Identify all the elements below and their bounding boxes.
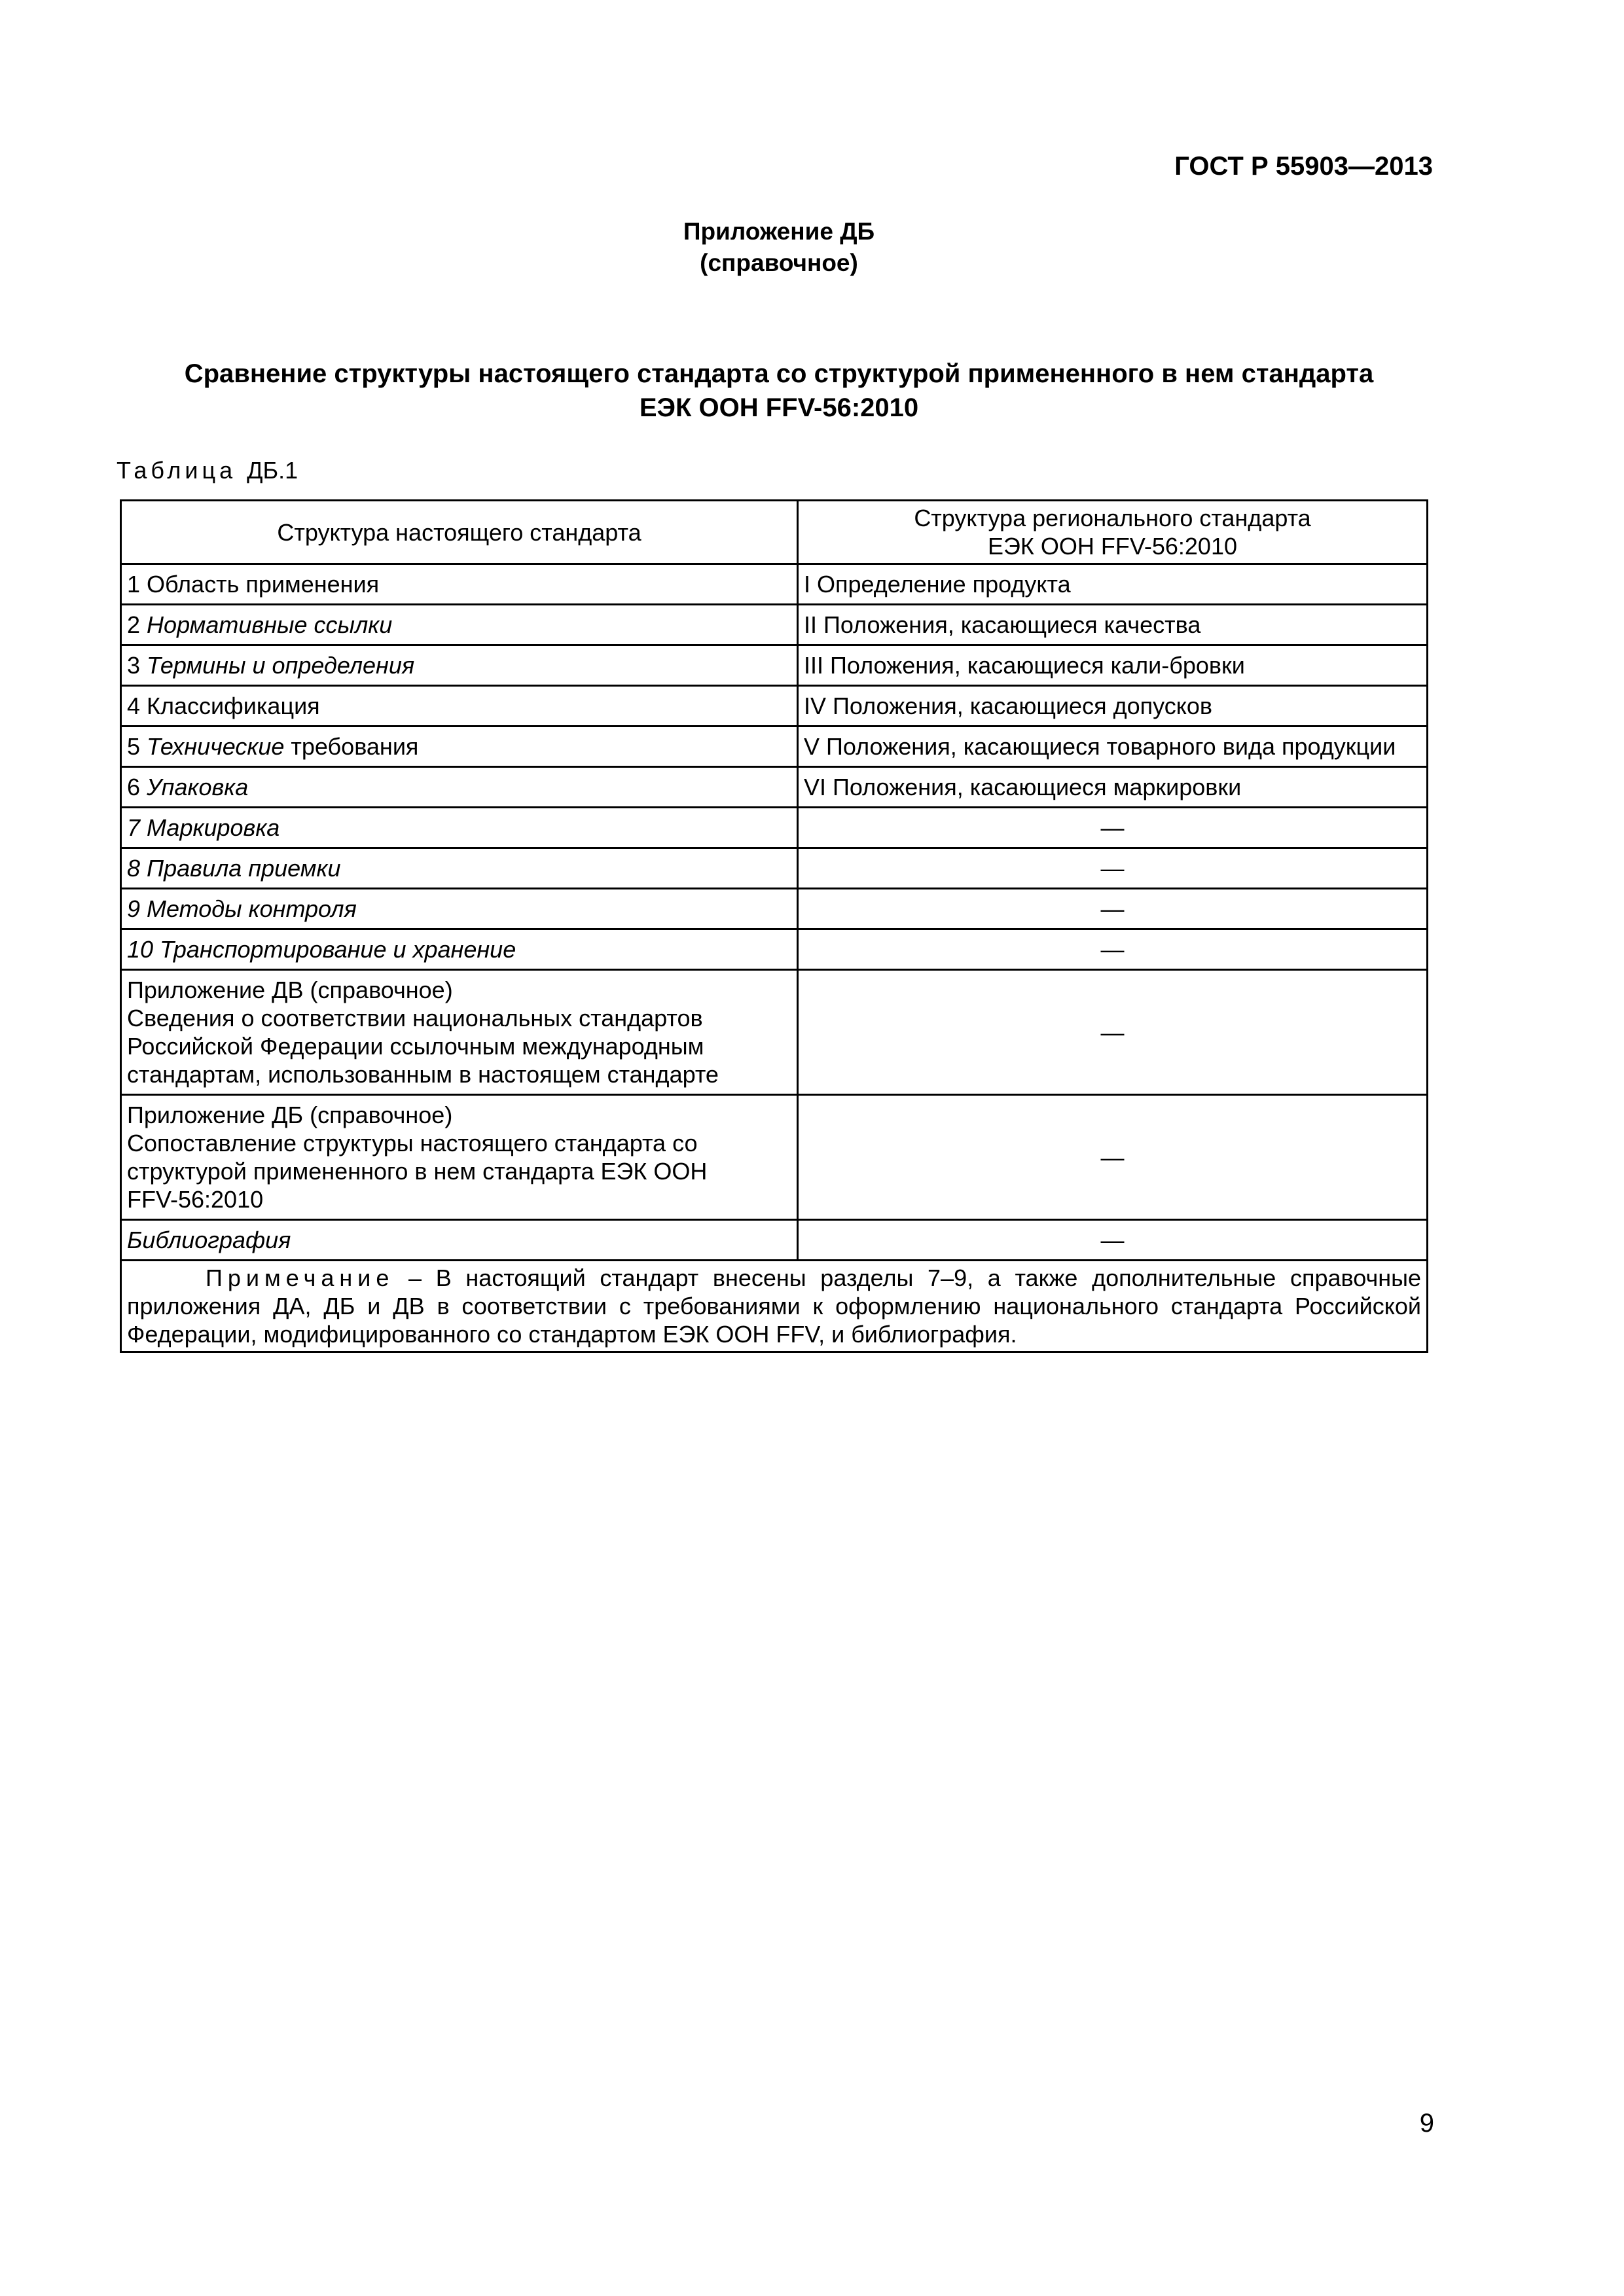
row-left-cell — [121, 605, 798, 645]
table-row — [121, 929, 1428, 970]
page-number: 9 — [1419, 2109, 1434, 2138]
appendix-db-right-cell: — — [798, 1095, 1428, 1220]
appendix-dv-line-4: стандартам, использованным в настоящем стандарте — [127, 1061, 719, 1088]
table-caption-label: Таблица — [117, 457, 237, 484]
row-right-cell: II Положения, касающиеся качества — [798, 605, 1428, 645]
table-row — [121, 564, 1428, 605]
row-left-cell: 7 Маркировка — [121, 808, 798, 848]
section-title-line-1: Сравнение структуры настоящего стандарта со структурой примененного в нем стандарта — [184, 359, 1374, 388]
row-right-cell: — — [798, 848, 1428, 889]
appendix-dv-right-cell: — — [798, 970, 1428, 1095]
row-number: 1 — [127, 571, 141, 598]
row-number: 3 — [127, 652, 141, 679]
table-note — [121, 1261, 1428, 1352]
row-right-cell: III Положения, касающиеся кали-бровки — [798, 645, 1428, 686]
appendix-db-line-2: Сопоставление структуры настоящего стандарта со — [127, 1130, 698, 1157]
table-row — [121, 767, 1428, 808]
header-col-2-line-1: Структура регионального стандарта — [914, 505, 1311, 531]
row-right-cell: I Определение продукта — [798, 564, 1428, 605]
bibliography-cell: Библиография — [121, 1220, 798, 1261]
table-row — [121, 686, 1428, 726]
table-row — [121, 726, 1428, 767]
row-number: 6 — [127, 774, 141, 800]
appendix-db-line-3: структурой примененного в нем стандарта ЕЭК ООН — [127, 1158, 708, 1185]
note-label: Примечание — [206, 1265, 395, 1291]
appendix-db-cell — [121, 1095, 798, 1220]
row-right-cell: VI Положения, касающиеся маркировки — [798, 767, 1428, 808]
appendix-db-line-1: Приложение ДБ (справочное) — [127, 1102, 453, 1128]
row-left-cell — [121, 767, 798, 808]
row-text: Упаковка — [147, 774, 249, 800]
row-left-cell — [121, 726, 798, 767]
row-left-cell: 9 Методы контроля — [121, 889, 798, 929]
appendix-heading — [0, 216, 1558, 279]
row-left-cell: 10 Транспортирование и хранение — [121, 929, 798, 970]
note-text: – В настоящий стандарт внесены разделы 7–9, а также дополнительные справочные приложения ДА, ДБ и ДВ в соответствии с требованиями к оформлению национального стандарта Российской Федерации, модифицированного со стандартом ЕЭК ООН FFV, и библиография. — [127, 1265, 1421, 1348]
row-right-cell: — — [798, 808, 1428, 848]
row-text: Термины и определения — [147, 652, 415, 679]
row-right-cell: V Положения, касающиеся товарного вида продукции — [798, 726, 1428, 767]
appendix-status: (справочное) — [700, 249, 858, 276]
row-left-cell — [121, 645, 798, 686]
row-text: Нормативные ссылки — [147, 611, 393, 638]
appendix-dv-line-1: Приложение ДВ (справочное) — [127, 977, 453, 1003]
table-header-row — [121, 501, 1428, 564]
header-col-2-line-2: ЕЭК ООН FFV-56:2010 — [988, 533, 1237, 560]
row-right-cell: IV Положения, касающиеся допусков — [798, 686, 1428, 726]
section-title — [118, 357, 1440, 425]
row-text: Классификация — [147, 692, 320, 719]
row-text: требования — [291, 733, 419, 760]
row-left-cell — [121, 564, 798, 605]
row-number: 5 — [127, 733, 141, 760]
section-title-line-2: ЕЭК ООН FFV-56:2010 — [639, 393, 919, 422]
table-row-appendix-dv — [121, 970, 1428, 1095]
table-row — [121, 889, 1428, 929]
table-row — [121, 645, 1428, 686]
table-row-bibliography — [121, 1220, 1428, 1261]
bibliography-right-cell: — — [798, 1220, 1428, 1261]
table-note-row — [121, 1261, 1428, 1352]
row-text: Область применения — [147, 571, 380, 598]
row-number: 4 — [127, 692, 141, 719]
appendix-db-line-4: FFV-56:2010 — [127, 1186, 264, 1213]
table-row — [121, 848, 1428, 889]
row-left-cell: 8 Правила приемки — [121, 848, 798, 889]
appendix-title: Приложение ДБ — [683, 218, 875, 245]
appendix-dv-line-3: Российской Федерации ссылочным международным — [127, 1033, 704, 1060]
table-caption-number: ДБ.1 — [247, 457, 298, 484]
table-row — [121, 808, 1428, 848]
appendix-dv-cell — [121, 970, 798, 1095]
comparison-table — [120, 499, 1428, 1353]
header-col-2 — [798, 501, 1428, 564]
row-right-cell: — — [798, 889, 1428, 929]
row-right-cell: — — [798, 929, 1428, 970]
row-left-cell — [121, 686, 798, 726]
table-row — [121, 605, 1428, 645]
table-caption — [117, 457, 298, 484]
table-row-appendix-db — [121, 1095, 1428, 1220]
header-col-1: Структура настоящего стандарта — [121, 501, 798, 564]
row-text-italic: Технические — [147, 733, 285, 760]
appendix-dv-line-2: Сведения о соответствии национальных стандартов — [127, 1005, 703, 1031]
row-number: 2 — [127, 611, 141, 638]
document-code: ГОСТ Р 55903—2013 — [1174, 152, 1433, 181]
